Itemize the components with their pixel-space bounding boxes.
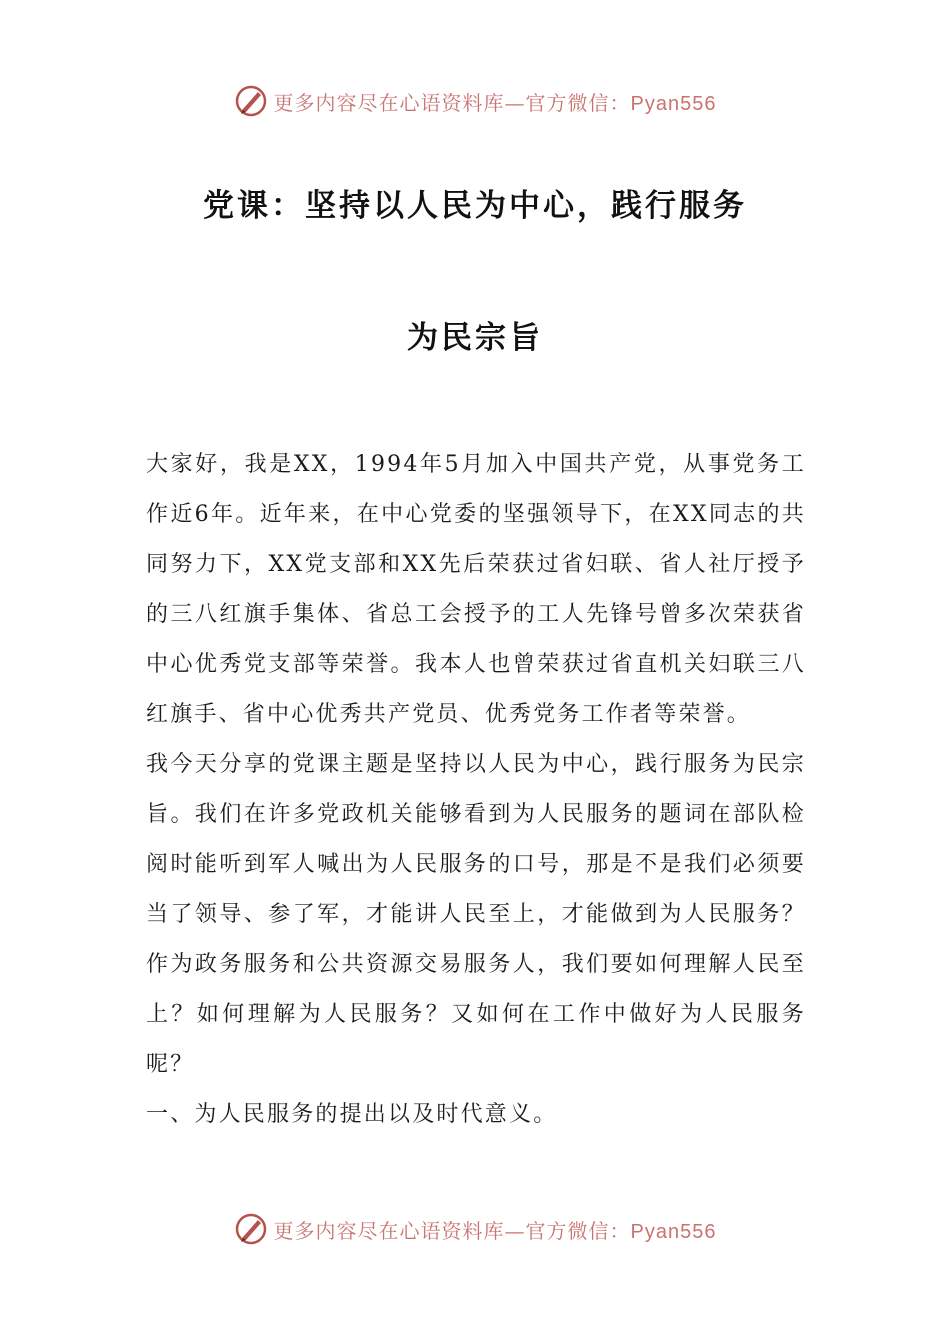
document-body xyxy=(146,440,806,1140)
pen-logo-icon xyxy=(234,1212,268,1246)
watermark-banner-top xyxy=(0,84,950,118)
pen-logo-icon xyxy=(234,84,268,118)
watermark-text: 更多内容尽在心语资料库—官方微信：Pyan556 xyxy=(273,1218,717,1243)
document-title-line-2: 为民宗旨 xyxy=(407,320,543,356)
watermark-banner-bottom xyxy=(0,1212,950,1246)
watermark-text: 更多内容尽在心语资料库—官方微信：Pyan556 xyxy=(273,90,717,115)
paragraph-topic: 我今天分享的党课主题是坚持以人民为中心，践行服务为民宗旨。我们在许多党政机关能够看到为人民服务的题词在部队检阅时能听到军人喊出为人民服务的口号，那是不是我们必须要当了领导、参了军，才能讲人民至上，才能做到为人民服务？作为政务服务和公共资源交易服务人，我们要如何理解人民至上？如何理解为人民服务？又如何在工作中做好为人民服务呢？ xyxy=(146,752,806,1077)
paragraph-intro: 大家好，我是XX，1994年5月加入中国共产党，从事党务工作近6年。近年来，在中心党委的坚强领导下，在XX同志的共同努力下，XX党支部和XX先后荣获过省妇联、省人社厅授予的三八红旗手集体、省总工会授予的工人先锋号曾多次荣获省中心优秀党支部等荣誉。我本人也曾荣获过省直机关妇联三八红旗手、省中心优秀共产党员、优秀党务工作者等荣誉。 xyxy=(146,452,806,727)
document-title-line-1: 党课：坚持以人民为中心，践行服务 xyxy=(203,188,747,224)
section-heading-1: 一、为人民服务的提出以及时代意义。 xyxy=(146,1102,558,1127)
